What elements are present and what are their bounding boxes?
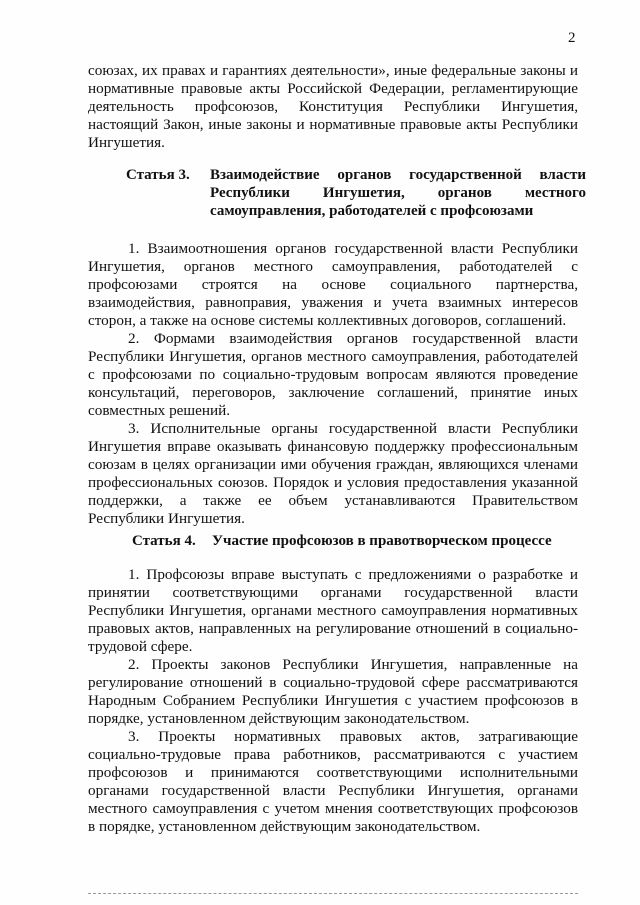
article-3-body <box>88 240 578 528</box>
page-number: 2 <box>568 30 576 46</box>
article-3-title: Взаимодействие органов государственной власти Республики Ингушетия, органов местного самоуправления, работодателей с профсоюзами <box>210 167 586 219</box>
article-4-paragraph-2: 2. Проекты законов Республики Ингушетия, направленные на регулирование отношений в социально-трудовой сфере рассматриваются Народным Собранием Республики Ингушетия с участием профсоюзов в порядке, установленном действующим законодательством. <box>88 656 578 727</box>
intro-paragraph: союзах, их правах и гарантиях деятельности», иные федеральные законы и нормативные правовые акты Российской Федерации, регламентирующие деятельность профсоюзов, Конституция Республики Ингушетия, настоящий Закон, иные законы и нормативные правовые акты Республики Ингушетия. <box>88 62 578 151</box>
article-4-paragraph-1: 1. Профсоюзы вправе выступать с предложениями о разработке и принятии соответствующими органами государственной власти Республики Ингушетия, органами местного самоуправления нормативных правовых актов, направленных на регулирование отношений в социально-трудовой сфере. <box>88 566 578 655</box>
article-4-paragraph-3: 3. Проекты нормативных правовых актов, затрагивающие социально-трудовые права работников, рассматриваются с участием профсоюзов и принимаются соответствующими исполнительными органами государственной власти Республики Ингушетия, органами местного самоуправления с учетом мнения соответствующих профсоюзов в порядке, установленном действующим законодательством. <box>88 728 578 835</box>
article-3-paragraph-1: 1. Взаимоотношения органов государственной власти Республики Ингушетия, органов местного самоуправления, работодателей с профсоюзами строятся на основе социального партнерства, взаимодействия, равноправия, уважения и учета взаимных интересов сторон, а также на основе системы коллективных договоров, соглашений. <box>88 240 578 329</box>
intro-paragraph-block <box>88 62 578 152</box>
article-3-label: Статья 3. <box>126 167 190 183</box>
scan-edge-divider <box>88 893 578 895</box>
article-4-heading <box>132 532 592 550</box>
article-3-paragraph-3: 3. Исполнительные органы государственной власти Республики Ингушетия вправе оказывать финансовую поддержку профессиональным союзам в целях организации ими обучения граждан, являющихся членами профессиональных союзов. Порядок и условия предоставления указанной поддержки, а также ее объем устанавливаются Правительством Республики Ингушетия. <box>88 420 578 527</box>
article-4-label: Статья 4. <box>132 533 196 549</box>
article-4-body <box>88 566 578 836</box>
article-4-title: Участие профсоюзов в правотворческом процессе <box>212 533 552 549</box>
article-3-paragraph-2: 2. Формами взаимодействия органов государственной власти Республики Ингушетия, органов местного самоуправления, работодателей с профсоюзами по социально-трудовым вопросам являются проведение консультаций, переговоров, заключение соглашений, принятие иных совместных решений. <box>88 330 578 419</box>
article-3-heading <box>126 166 586 220</box>
